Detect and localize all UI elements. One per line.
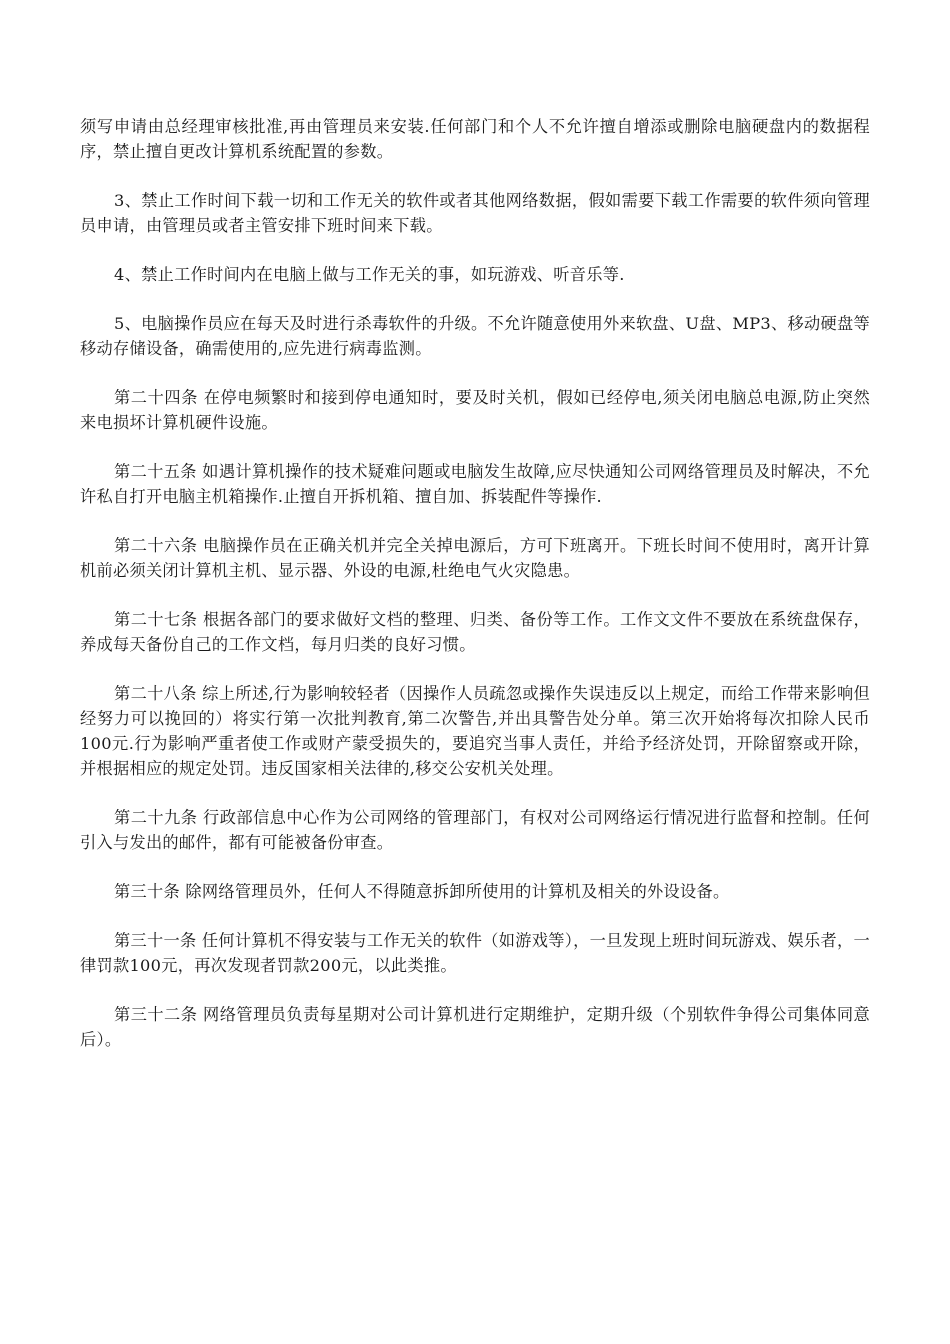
paragraph-item-3: 3、禁止工作时间下载一切和工作无关的软件或者其他网络数据，假如需要下载工作需要的软件须向管理员申请，由管理员或者主管安排下班时间来下载。 — [80, 191, 870, 235]
paragraph-article-30: 第三十条 除网络管理员外，任何人不得随意拆卸所使用的计算机及相关的外设设备。 — [114, 882, 730, 901]
paragraph-article-25: 第二十五条 如遇计算机操作的技术疑难问题或电脑发生故障,应尽快通知公司网络管理员及时解决，不允许私自打开电脑主机箱操作.止擅自开拆机箱、擅自加、拆装配件等操作. — [80, 462, 870, 506]
paragraph-article-28: 第二十八条 综上所述,行为影响较轻者（因操作人员疏忽或操作失误违反以上规定，而给工作带来影响但经努力可以挽回的）将实行第一次批判教育,第二次警告,并出具警告处分单。第三次开始将每次扣除人民币100元.行为影响严重者使工作或财产蒙受损失的，要追究当事人责任，并给予经济处罚，开除留察或开除，并根据相应的规定处罚。违反国家相关法律的,移交公安机关处理。 — [80, 684, 870, 778]
paragraph-article-26: 第二十六条 电脑操作员在正确关机并完全关掉电源后，方可下班离开。下班长时间不使用时，离开计算机前必须关闭计算机主机、显示器、外设的电源,杜绝电气火灾隐患。 — [80, 536, 870, 580]
paragraph-item-4: 4、禁止工作时间内在电脑上做与工作无关的事，如玩游戏、听音乐等. — [114, 265, 625, 284]
paragraph-continuation: 须写申请由总经理审核批准,再由管理员来安装.任何部门和个人不允许擅自增添或删除电脑硬盘内的数据程序，禁止擅自更改计算机系统配置的参数。 — [80, 117, 870, 161]
paragraph-article-29: 第二十九条 行政部信息中心作为公司网络的管理部门，有权对公司网络运行情况进行监督和控制。任何引入与发出的邮件，都有可能被备份审查。 — [80, 808, 870, 852]
paragraph-item-5: 5、电脑操作员应在每天及时进行杀毒软件的升级。不允许随意使用外来软盘、U盘、MP3、移动硬盘等移动存储设备，确需使用的,应先进行病毒监测。 — [80, 314, 870, 358]
paragraph-article-24: 第二十四条 在停电频繁时和接到停电通知时，要及时关机，假如已经停电,须关闭电脑总电源,防止突然来电损坏计算机硬件设施。 — [80, 388, 870, 432]
paragraph-article-31: 第三十一条 任何计算机不得安装与工作无关的软件（如游戏等），一旦发现上班时间玩游戏、娱乐者，一律罚款100元，再次发现者罚款200元，以此类推。 — [80, 931, 870, 975]
paragraph-article-32: 第三十二条 网络管理员负责每星期对公司计算机进行定期维护，定期升级（个别软件争得公司集体同意后）。 — [80, 1005, 870, 1049]
paragraph-article-27: 第二十七条 根据各部门的要求做好文档的整理、归类、备份等工作。工作文文件不要放在系统盘保存，养成每天备份自己的工作文档，每月归类的良好习惯。 — [80, 610, 870, 654]
document-body — [80, 114, 870, 1076]
